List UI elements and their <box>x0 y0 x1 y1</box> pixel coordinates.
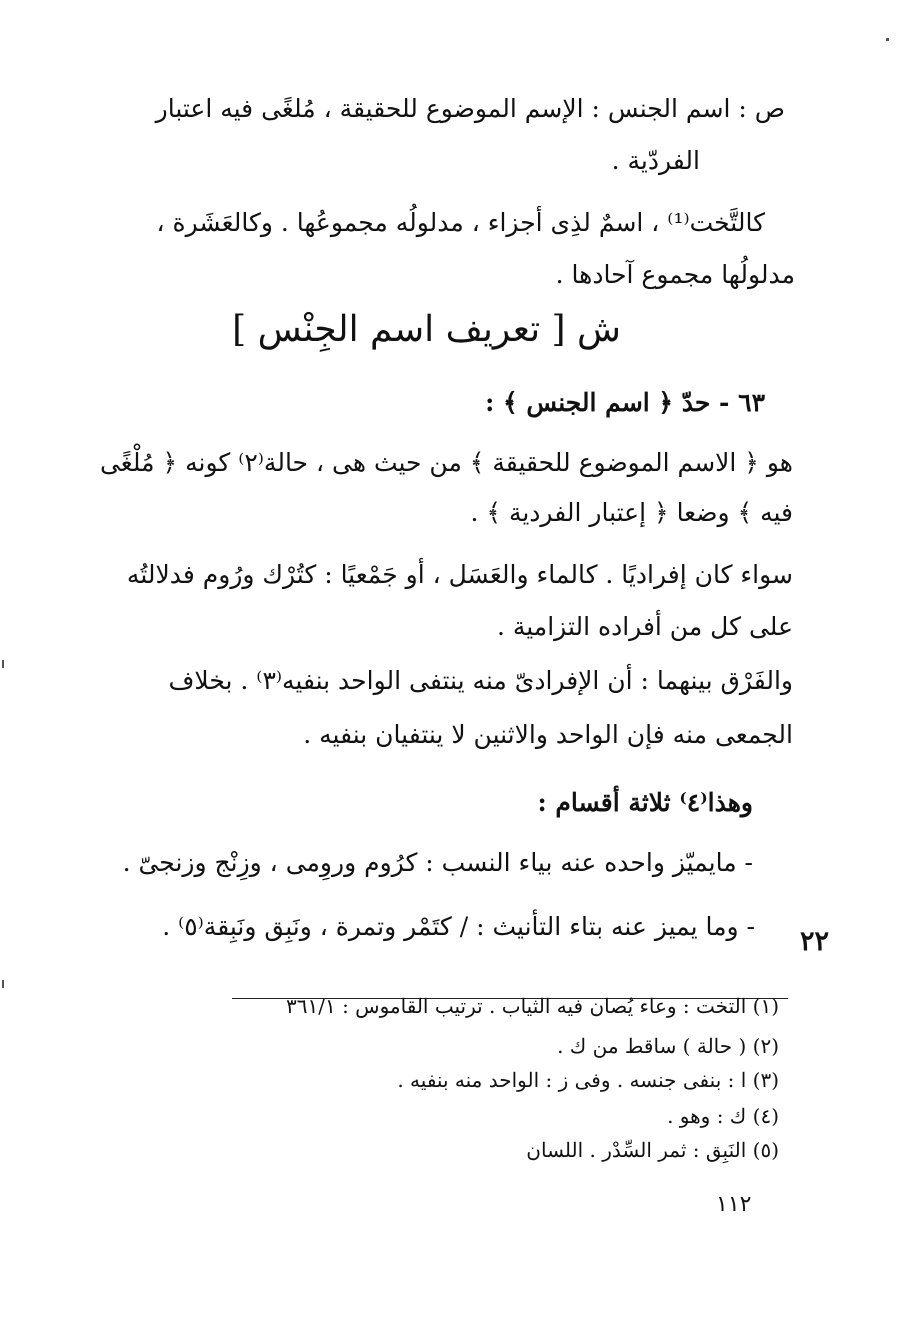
scan-speck <box>2 980 4 988</box>
matn-line-3: كالتَّخت⁽¹⁾ ، اسمٌ لذِى أجزاء ، مدلولُه مجموعُها . وكالعَشَرة ، <box>156 208 765 237</box>
scan-speck <box>886 38 889 41</box>
matn-line-4: مدلولُها مجموع آحادها . <box>555 260 795 289</box>
list-item-2: - وما يميز عنه بتاء التأنيث : / كتَمْر وتمرة ، ونَبِق ونَبِقة⁽٥⁾ . <box>162 912 755 941</box>
sharh-line-7: وهذا⁽٤⁾ ثلاثة أقسام : <box>537 788 753 817</box>
matn-line-1: ص : اسم الجنس : الإسم الموضوع للحقيقة ، مُلغًى فيه اعتبار <box>155 94 785 123</box>
footnote-1: (١) التخت : وعاء يُصان فيه الثياب . ترتيب القاموس : ٣٦١/١ <box>286 994 779 1018</box>
sharh-line-1: هو ﴿ الاسم الموضوع للحقيقة ﴾ من حيث هى ، حالة⁽٢⁾ كونه ﴿ مُلْغًى <box>99 448 793 477</box>
sharh-line-4: على كل من أفراده التزامية . <box>496 612 793 641</box>
sharh-line-2: فيه ﴾ وضعا ﴿ إعتبار الفردية ﴾ . <box>470 498 793 527</box>
margin-folio-number: ٢٢ <box>800 926 830 957</box>
matn-line-2: الفردّية . <box>611 146 700 175</box>
definition-heading: ٦٣ - حدّ ﴿ اسم الجنس ﴾ : <box>485 388 765 417</box>
page-number: ١١٢ <box>716 1192 752 1217</box>
sharh-line-6: الجمعى منه فإن الواحد والاثنين لا ينتفيان بنفيه . <box>303 720 793 749</box>
sharh-line-5: والفَرْق بينهما : أن الإفرادىّ منه ينتفى الواحد بنفيه⁽٣⁾ . بخلاف <box>168 666 793 695</box>
footnote-2: (٢) ( حالة ) ساقط من ك . <box>557 1034 779 1058</box>
section-heading: ش [ تعريف اسم الجِنْس ] <box>232 309 621 350</box>
footnote-3: (٣) ا : بنفى جنسه . وفى ز : الواحد منه بنفيه . <box>397 1068 779 1092</box>
list-item-1: - مايميّز واحده عنه بياء النسب : كرُوم وروِمى ، وزِنْج وزنجىّ . <box>122 848 753 877</box>
scan-speck <box>2 660 4 668</box>
sharh-line-3: سواء كان إفراديًا . كالماء والعَسَل ، أو جَمْعيًا : كتُرْك ورُوم فدلالتُه <box>126 560 793 589</box>
footnote-5: (٥) النَبِق : ثمر السِّدْر . اللسان <box>526 1138 779 1162</box>
footnote-4: (٤) ك : وهو . <box>667 1104 779 1128</box>
